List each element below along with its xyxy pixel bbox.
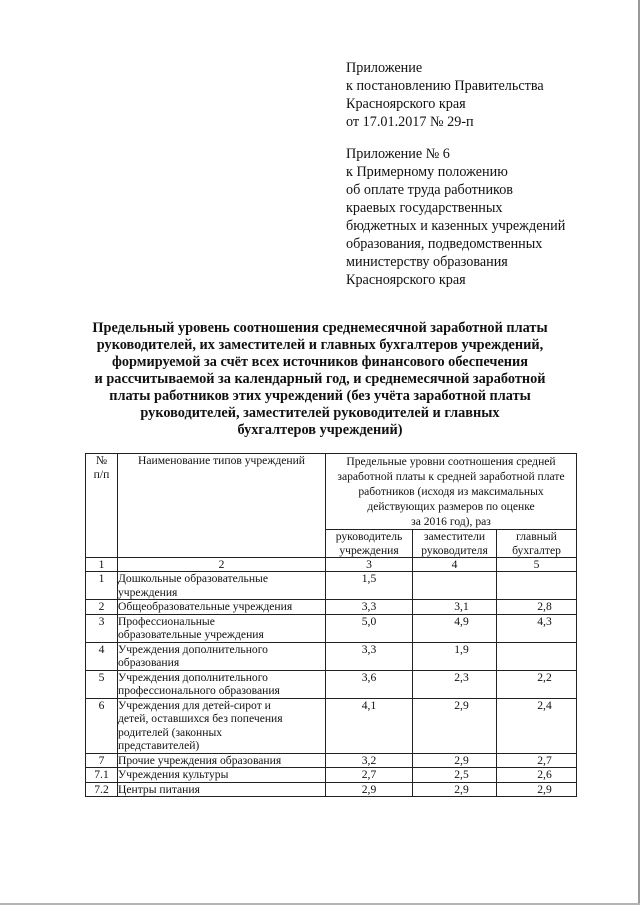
row-name-line: Учреждения дополнительного — [118, 642, 268, 656]
table-row — [86, 753, 577, 768]
title-line: и рассчитываемой за календарный год, и среднемесячной заработной — [94, 371, 546, 387]
subheader-head-cell — [326, 530, 413, 558]
row-value-head: 2,9 — [326, 782, 413, 797]
row-number: 6 — [86, 698, 118, 753]
appendix-sub-line: бюджетных и казенных учреждений — [346, 218, 566, 234]
row-value-deputy: 2,9 — [413, 782, 497, 797]
row-name-line: образовательные учреждения — [118, 628, 264, 641]
row-value-head: 3,3 — [326, 600, 413, 615]
header-name-cell: Наименование типов учреждений — [118, 454, 326, 558]
row-name-line: Прочие учреждения образования — [118, 753, 282, 767]
header-group-cell — [326, 454, 577, 530]
row-name — [118, 698, 326, 753]
title-line: формируемой за счёт всех источников финансового обеспечения — [111, 354, 529, 370]
row-value-head: 3,2 — [326, 753, 413, 768]
row-value-accountant: 2,8 — [497, 600, 577, 615]
row-name — [118, 753, 326, 768]
subheader-line: руководителя — [421, 543, 488, 557]
row-value-deputy — [413, 572, 497, 600]
row-value-head: 3,3 — [326, 642, 413, 670]
title-line: руководителей, их заместителей и главных бухгалтеров учреждений, — [96, 337, 544, 353]
row-value-deputy: 2,9 — [413, 698, 497, 753]
document-title — [60, 320, 580, 439]
header-group-line: действующих размеров по оценке — [367, 500, 535, 513]
row-value-accountant — [497, 572, 577, 600]
table-row — [86, 782, 577, 797]
subheader-line: руководитель — [335, 530, 403, 543]
row-value-head: 5,0 — [326, 614, 413, 642]
row-name-line: родителей (законных — [118, 725, 223, 739]
row-number: 1 — [86, 572, 118, 600]
row-name-line: Дошкольные образовательные — [118, 572, 268, 585]
title-line: бухгалтеров учреждений) — [237, 422, 403, 438]
table-row — [86, 572, 577, 600]
row-name-line: Учреждения культуры — [118, 768, 229, 781]
table-row — [86, 698, 577, 753]
title-line: руководителей, заместителей руководителей и главных — [140, 405, 500, 421]
ratio-table — [85, 453, 577, 797]
table-row — [86, 642, 577, 670]
row-number: 3 — [86, 614, 118, 642]
subheader-line: заместители — [423, 530, 486, 543]
row-name — [118, 768, 326, 783]
row-value-deputy: 2,9 — [413, 753, 497, 768]
row-name-line: профессионального образования — [118, 684, 280, 697]
title-line: платы работников этих учреждений (без учёта заработной платы — [109, 388, 531, 404]
title-line: Предельный уровень соотношения среднемесячной заработной платы — [92, 320, 548, 336]
row-name-line: Центры питания — [118, 782, 200, 796]
header-number-cell — [86, 454, 118, 558]
row-value-accountant — [497, 642, 577, 670]
column-index-row — [86, 558, 577, 572]
row-number: 7 — [86, 753, 118, 768]
header-number-line: п/п — [93, 467, 110, 481]
row-value-accountant: 4,3 — [497, 614, 577, 642]
appendix-sub-line: краевых государственных — [346, 200, 503, 216]
header-number-line: № — [95, 454, 108, 467]
subheader-line: учреждения — [339, 543, 399, 557]
row-name-line: Учреждения для детей-сирот и — [118, 698, 271, 712]
header-group-line: работников (исходя из максимальных — [358, 485, 544, 498]
row-name — [118, 670, 326, 698]
column-index-cell: 1 — [86, 558, 118, 572]
row-name-line: Профессиональные — [118, 614, 215, 628]
appendix-main-line: Красноярского края — [346, 96, 466, 112]
appendix-main-line: Приложение — [346, 60, 423, 76]
row-number: 4 — [86, 642, 118, 670]
row-number: 7.1 — [86, 768, 118, 783]
row-name — [118, 782, 326, 797]
row-value-head: 3,6 — [326, 670, 413, 698]
row-value-accountant: 2,9 — [497, 782, 577, 797]
row-value-deputy: 2,5 — [413, 768, 497, 783]
row-value-head: 4,1 — [326, 698, 413, 753]
row-value-head: 2,7 — [326, 768, 413, 783]
table-row — [86, 600, 577, 615]
row-value-deputy: 1,9 — [413, 642, 497, 670]
row-number: 5 — [86, 670, 118, 698]
row-value-head: 1,5 — [326, 572, 413, 600]
appendix-sub-line: образования, подведомственных — [346, 236, 543, 252]
appendix-sub-line: министерству образования — [346, 254, 508, 270]
row-name-line: детей, оставшихся без попечения — [118, 712, 283, 725]
header-group-line: заработной платы к средней заработной плате — [337, 470, 565, 483]
appendix-sub-line: Приложение № 6 — [346, 146, 450, 162]
row-name — [118, 642, 326, 670]
appendix-sub-block — [346, 145, 565, 289]
subheader-line: бухгалтер — [512, 543, 561, 557]
subheader-deputy-cell — [413, 530, 497, 558]
row-name-line: учреждения — [118, 585, 178, 599]
row-name-line: представителей) — [118, 739, 200, 752]
appendix-main-line: к постановлению Правительства — [346, 78, 544, 94]
row-number: 7.2 — [86, 782, 118, 797]
appendix-main-block — [346, 59, 544, 131]
subheader-accountant-cell — [497, 530, 577, 558]
appendix-main-line: от 17.01.2017 № 29-п — [346, 114, 474, 130]
header-group-line: за 2016 год), раз — [411, 515, 491, 528]
row-number: 2 — [86, 600, 118, 615]
appendix-sub-line: об оплате труда работников — [346, 182, 514, 198]
row-name-line: образования — [118, 656, 180, 669]
row-value-accountant: 2,7 — [497, 753, 577, 768]
row-value-accountant: 2,2 — [497, 670, 577, 698]
table-row — [86, 768, 577, 783]
row-value-accountant: 2,6 — [497, 768, 577, 783]
table-row — [86, 614, 577, 642]
subheader-line: главный — [516, 530, 557, 543]
row-name — [118, 572, 326, 600]
column-index-cell: 4 — [413, 558, 497, 572]
column-index-cell: 3 — [326, 558, 413, 572]
row-value-accountant: 2,4 — [497, 698, 577, 753]
row-name — [118, 614, 326, 642]
row-value-deputy: 2,3 — [413, 670, 497, 698]
table-header-row — [86, 454, 577, 530]
row-name-line: Учреждения дополнительного — [118, 670, 268, 684]
row-name-line: Общеобразовательные учреждения — [118, 600, 293, 613]
appendix-sub-line: к Примерному положению — [346, 164, 508, 180]
row-value-deputy: 4,9 — [413, 614, 497, 642]
appendix-sub-line: Красноярского края — [346, 272, 466, 288]
table-row — [86, 670, 577, 698]
row-value-deputy: 3,1 — [413, 600, 497, 615]
column-index-cell: 5 — [497, 558, 577, 572]
header-group-line: Предельные уровни соотношения средней — [346, 455, 556, 468]
column-index-cell: 2 — [118, 558, 326, 572]
row-name — [118, 600, 326, 615]
